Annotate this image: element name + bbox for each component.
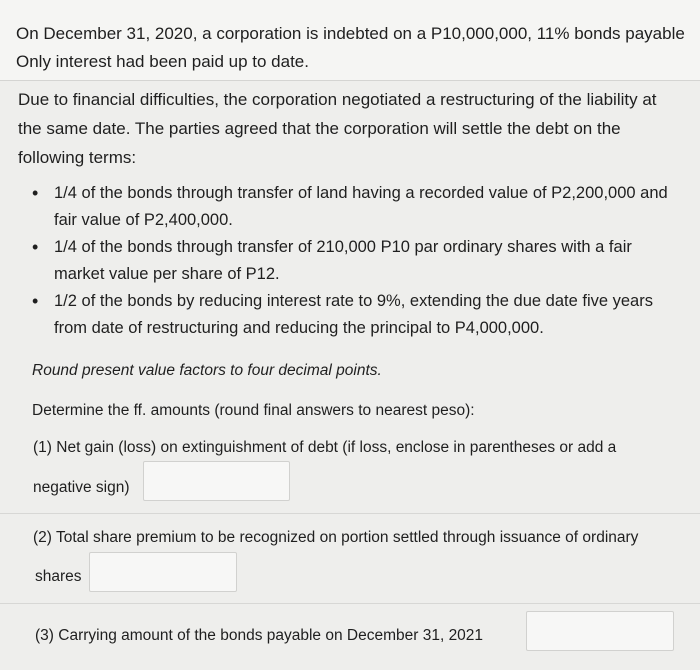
determine-instruction-text: Determine the ff. amounts (round final answers to nearest peso): [32, 402, 475, 419]
term-3-line-2: from date of restructuring and reducing the principal to P4,000,000. [54, 319, 544, 337]
term-3-line-1: 1/2 of the bonds by reducing interest rate to 9%, extending the due date five years [54, 292, 653, 310]
divider [0, 603, 700, 604]
restructuring-line-1: Due to financial difficulties, the corporation negotiated a restructuring of the liability at [18, 90, 657, 109]
determine-instruction [32, 402, 475, 420]
question-2-line-2: shares [35, 568, 82, 585]
bullet-icon: • [32, 237, 39, 257]
term-2-line-1: 1/4 of the bonds through transfer of 210,000 P10 par ordinary shares with a fair [54, 238, 632, 256]
term-1-line-2: fair value of P2,400,000. [54, 211, 233, 229]
term-item [30, 288, 700, 342]
answer-1-input[interactable] [143, 461, 290, 501]
term-item [30, 180, 700, 234]
restructuring-line-2: the same date. The parties agreed that the corporation will settle the debt on the [18, 119, 621, 138]
term-1-line-1: 1/4 of the bonds through transfer of land having a recorded value of P2,200,000 and [54, 184, 668, 202]
bullet-icon: • [32, 291, 39, 311]
problem-intro-section [0, 0, 700, 81]
question-1-line-2: negative sign) [33, 479, 130, 496]
intro-line-2: Only interest had been paid up to date. [16, 52, 309, 71]
term-item [30, 234, 700, 288]
problem-body-section [0, 81, 700, 670]
answer-3-input[interactable] [526, 611, 674, 651]
question-2-line-1: (2) Total share premium to be recognized on portion settled through issuance of ordinary [33, 529, 639, 546]
question-1-line-1: (1) Net gain (loss) on extinguishment of debt (if loss, enclose in parentheses or add a [33, 439, 617, 456]
question-3-line-1: (3) Carrying amount of the bonds payable on December 31, 2021 [35, 627, 484, 644]
intro-line-1: On December 31, 2020, a corporation is indebted on a P10,000,000, 11% bonds payable [16, 24, 685, 43]
divider [0, 513, 700, 514]
settlement-terms-list [30, 180, 700, 342]
restructuring-line-3: following terms: [18, 148, 137, 167]
answer-2-input[interactable] [89, 552, 237, 592]
round-instruction: Round present value factors to four decimal points. [32, 362, 382, 379]
bullet-icon: • [32, 183, 39, 203]
term-2-line-2: market value per share of P12. [54, 265, 280, 283]
